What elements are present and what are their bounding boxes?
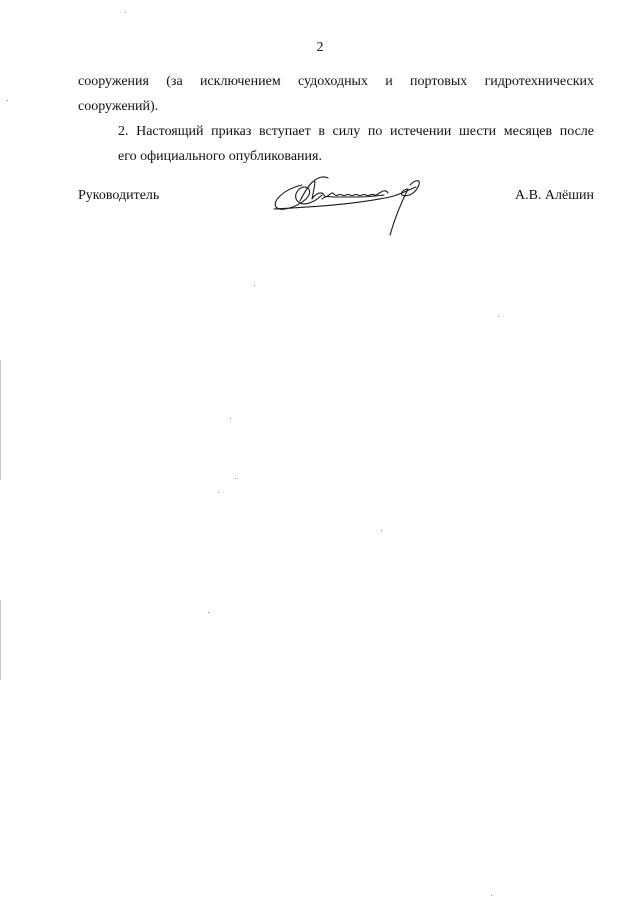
page-number: 2 bbox=[316, 40, 324, 55]
scan-speck bbox=[125, 12, 126, 13]
paragraph-line: сооружений). bbox=[78, 99, 159, 114]
scan-speck bbox=[254, 285, 255, 286]
scan-speck bbox=[230, 418, 231, 419]
paragraph-continuation bbox=[78, 69, 594, 119]
scan-edge-shadow bbox=[0, 600, 1, 680]
scan-speck bbox=[381, 530, 382, 531]
paragraph-line: 2. Настоящий приказ вступает в силу по истечении шести месяцев после bbox=[118, 124, 594, 139]
paragraph-effective-date bbox=[78, 119, 594, 169]
paragraph-line: его официального опубликования. bbox=[118, 149, 322, 164]
paragraph-line: сооружения (за исключением судоходных и портовых гидротехнических bbox=[78, 74, 594, 89]
signature-block bbox=[78, 183, 594, 243]
scan-speck bbox=[491, 895, 492, 896]
scan-edge-shadow bbox=[0, 360, 1, 480]
scan-speck bbox=[7, 100, 8, 101]
signer-name: А.В. Алёшин bbox=[514, 188, 594, 203]
scan-speck bbox=[208, 612, 209, 613]
handwritten-signature bbox=[270, 175, 438, 243]
scan-speck bbox=[218, 492, 219, 493]
signer-position: Руководитель bbox=[78, 188, 160, 203]
scan-speck bbox=[235, 478, 236, 479]
scan-speck bbox=[498, 316, 499, 317]
